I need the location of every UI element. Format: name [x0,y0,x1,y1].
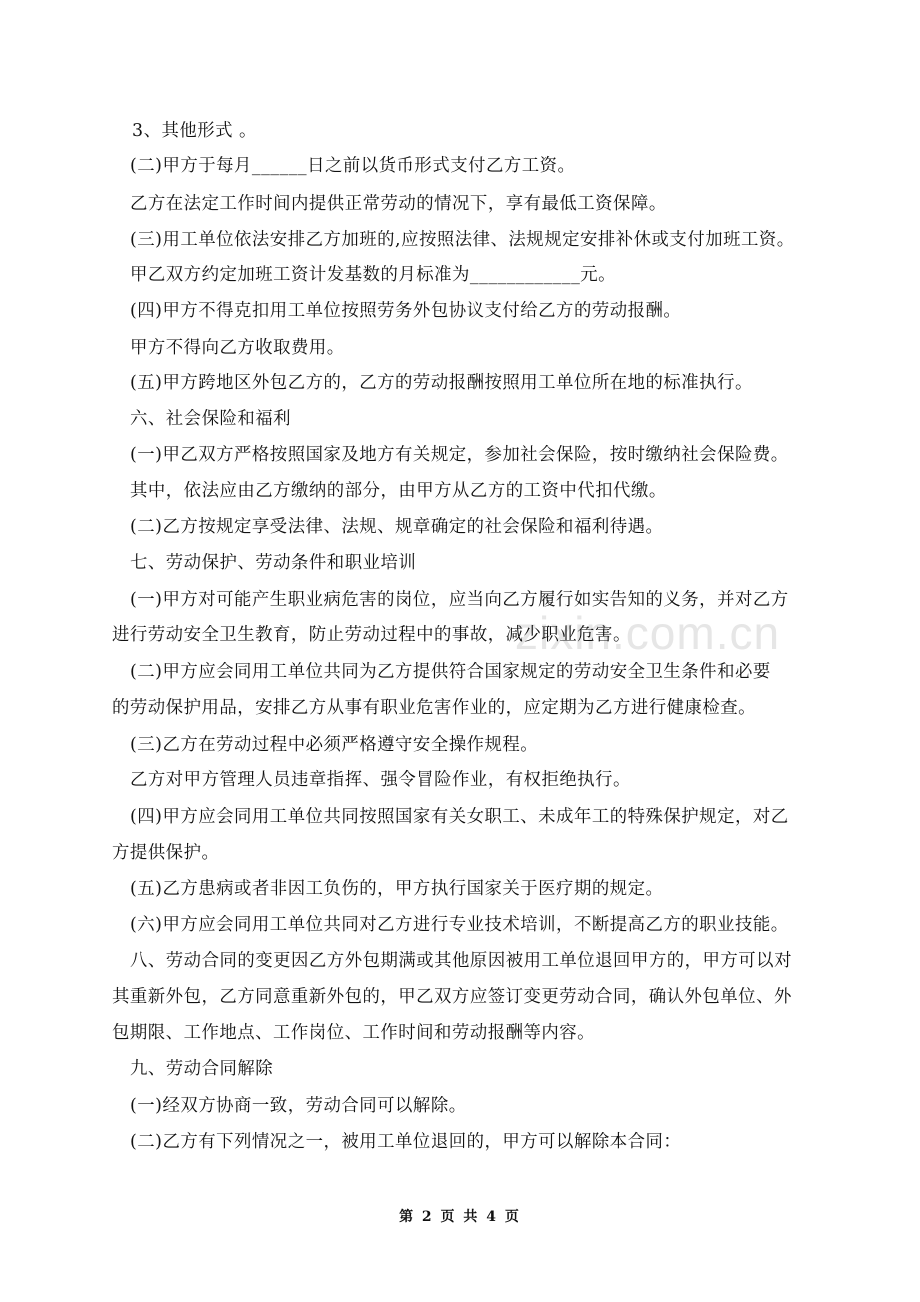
text-line: (四)甲方不得克扣用工单位按照劳务外包协议支付给乙方的劳动报酬。 [130,301,682,321]
text-line: 的劳动保护用品，安排乙方从事有职业危害作业的，应定期为乙方进行健康检查。 [112,698,757,718]
text-line: (二)甲方应会同用工单位共同为乙方提供符合国家规定的劳动安全卫生条件和必要 [130,662,771,682]
text-line: (五)甲方跨地区外包乙方的，乙方的劳动报酬按照用工单位所在地的标准执行。 [130,373,753,393]
section-heading: 七、劳动保护、劳动条件和职业培训 [130,553,417,573]
text-line: (一)经双方协商一致，劳动合同可以解除。 [130,1096,467,1116]
section-heading: 六、社会保险和福利 [130,409,292,429]
text-line: (一)甲方对可能产生职业病危害的岗位，应当向乙方履行如实告知的义务，并对乙方 [130,590,789,610]
page-number-footer: 第 2 页 共 4 页 [399,1209,521,1225]
text-line: 进行劳动安全卫生教育，防止劳动过程中的事故，减少职业危害。 [112,625,631,645]
text-line: 3、其他形式 。 [132,121,257,141]
section-heading: 九、劳动合同解除 [130,1059,274,1079]
watermark: zixin.com.cn [515,607,781,659]
text-line: 甲方不得向乙方收取费用。 [130,338,345,358]
text-line: (五)乙方患病或者非因工负伤的，甲方执行国家关于医疗期的规定。 [130,879,664,899]
text-line: (三)乙方在劳动过程中必须严格遵守安全操作规程。 [130,735,539,755]
text-line: (二)乙方有下列情况之一，被用工单位退回的，甲方可以解除本合同： [130,1132,682,1152]
text-line: 包期限、工作地点、工作岗位、工作时间和劳动报酬等内容。 [112,1023,596,1043]
text-line: 方提供保护。 [112,843,220,863]
text-line: 乙方在法定工作时间内提供正常劳动的情况下，享有最低工资保障。 [130,194,667,214]
section-heading: 八、劳动合同的变更因乙方外包期满或其他原因被用工单位退回甲方的，甲方可以对 [130,951,792,971]
text-line: (二)甲方于每月______日之前以货币形式支付乙方工资。 [130,156,576,176]
text-line: (六)甲方应会同用工单位共同对乙方进行专业技术培训，不断提高乙方的职业技能。 [130,915,789,935]
text-line: 其中，依法应由乙方缴纳的部分，由甲方从乙方的工资中代扣代缴。 [130,481,667,501]
text-line: (四)甲方应会同用工单位共同按照国家有关女职工、未成年工的特殊保护规定，对乙 [130,807,789,827]
text-line: 甲乙双方约定加班工资计发基数的月标准为____________元。 [130,265,617,285]
text-line: (三)用工单位依法安排乙方加班的,应按照法律、法规规定安排补休或支付加班工资。 [130,230,795,250]
text-line: (二)乙方按规定享受法律、法规、规章确定的社会保险和福利待遇。 [130,517,664,537]
text-line: 乙方对甲方管理人员违章指挥、强令冒险作业，有权拒绝执行。 [130,770,631,790]
text-line: 其重新外包，乙方同意重新外包的，甲乙双方应签订变更劳动合同，确认外包单位、外 [112,987,792,1007]
text-line: (一)甲乙双方严格按照国家及地方有关规定，参加社会保险，按时缴纳社会保险费。 [130,445,789,465]
